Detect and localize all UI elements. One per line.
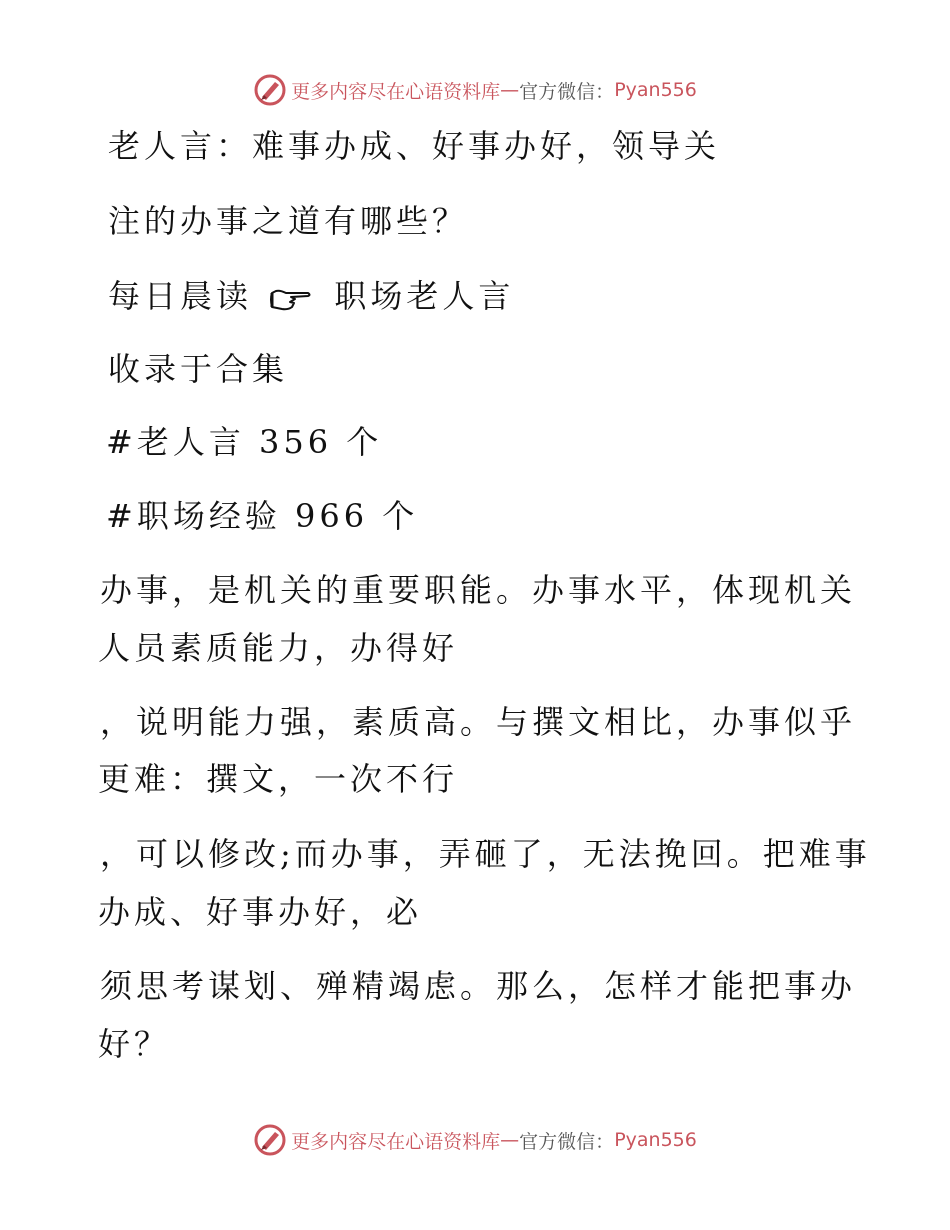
body-line: 须思考谋划、殚精竭虑。那么，怎样才能把事办 [100,967,857,1005]
watermark-label: 官方微信： [519,80,615,103]
watermark-separator: — [500,79,520,101]
body-line: 办事，是机关的重要职能。办事水平，体现机关 [100,571,857,609]
header-watermark [0,70,950,110]
watermark-site: 更多内容尽在心语资料库 [291,1130,501,1153]
pointing-hand-icon [268,285,312,313]
series-line [108,276,950,316]
body-line: ，说明能力强，素质高。与撰文相比，办事似乎 [100,703,857,741]
pen-seal-icon [253,73,287,107]
footer-watermark [0,1120,950,1160]
body-line: 办成、好事办好，必 [98,893,423,931]
pen-seal-icon [253,1123,287,1157]
body-line: ，可以修改;而办事，弄砸了，无法挽回。把难事 [100,835,871,873]
body-line: 更难：撰文，一次不行 [98,760,459,798]
watermark-label: 官方微信： [519,1130,615,1153]
watermark-id: Pyan556 [614,1129,697,1151]
series-prefix: 每日晨读 [108,277,253,315]
article-title-line-1: 老人言：难事办成、好事办好，领导关 [108,127,721,165]
body-line: 好？ [98,1025,171,1063]
watermark-separator: — [500,1129,520,1151]
collection-tag[interactable]: #职场经验 966 个 [106,497,419,535]
collection-tag[interactable]: #老人言 356 个 [106,423,383,461]
collection-label: 收录于合集 [108,350,289,388]
article-title-line-2: 注的办事之道有哪些？ [108,202,469,240]
watermark-id: Pyan556 [614,79,697,101]
watermark-site: 更多内容尽在心语资料库 [291,80,501,103]
series-name: 职场老人言 [334,277,515,315]
body-line: 人员素质能力，办得好 [98,629,459,667]
